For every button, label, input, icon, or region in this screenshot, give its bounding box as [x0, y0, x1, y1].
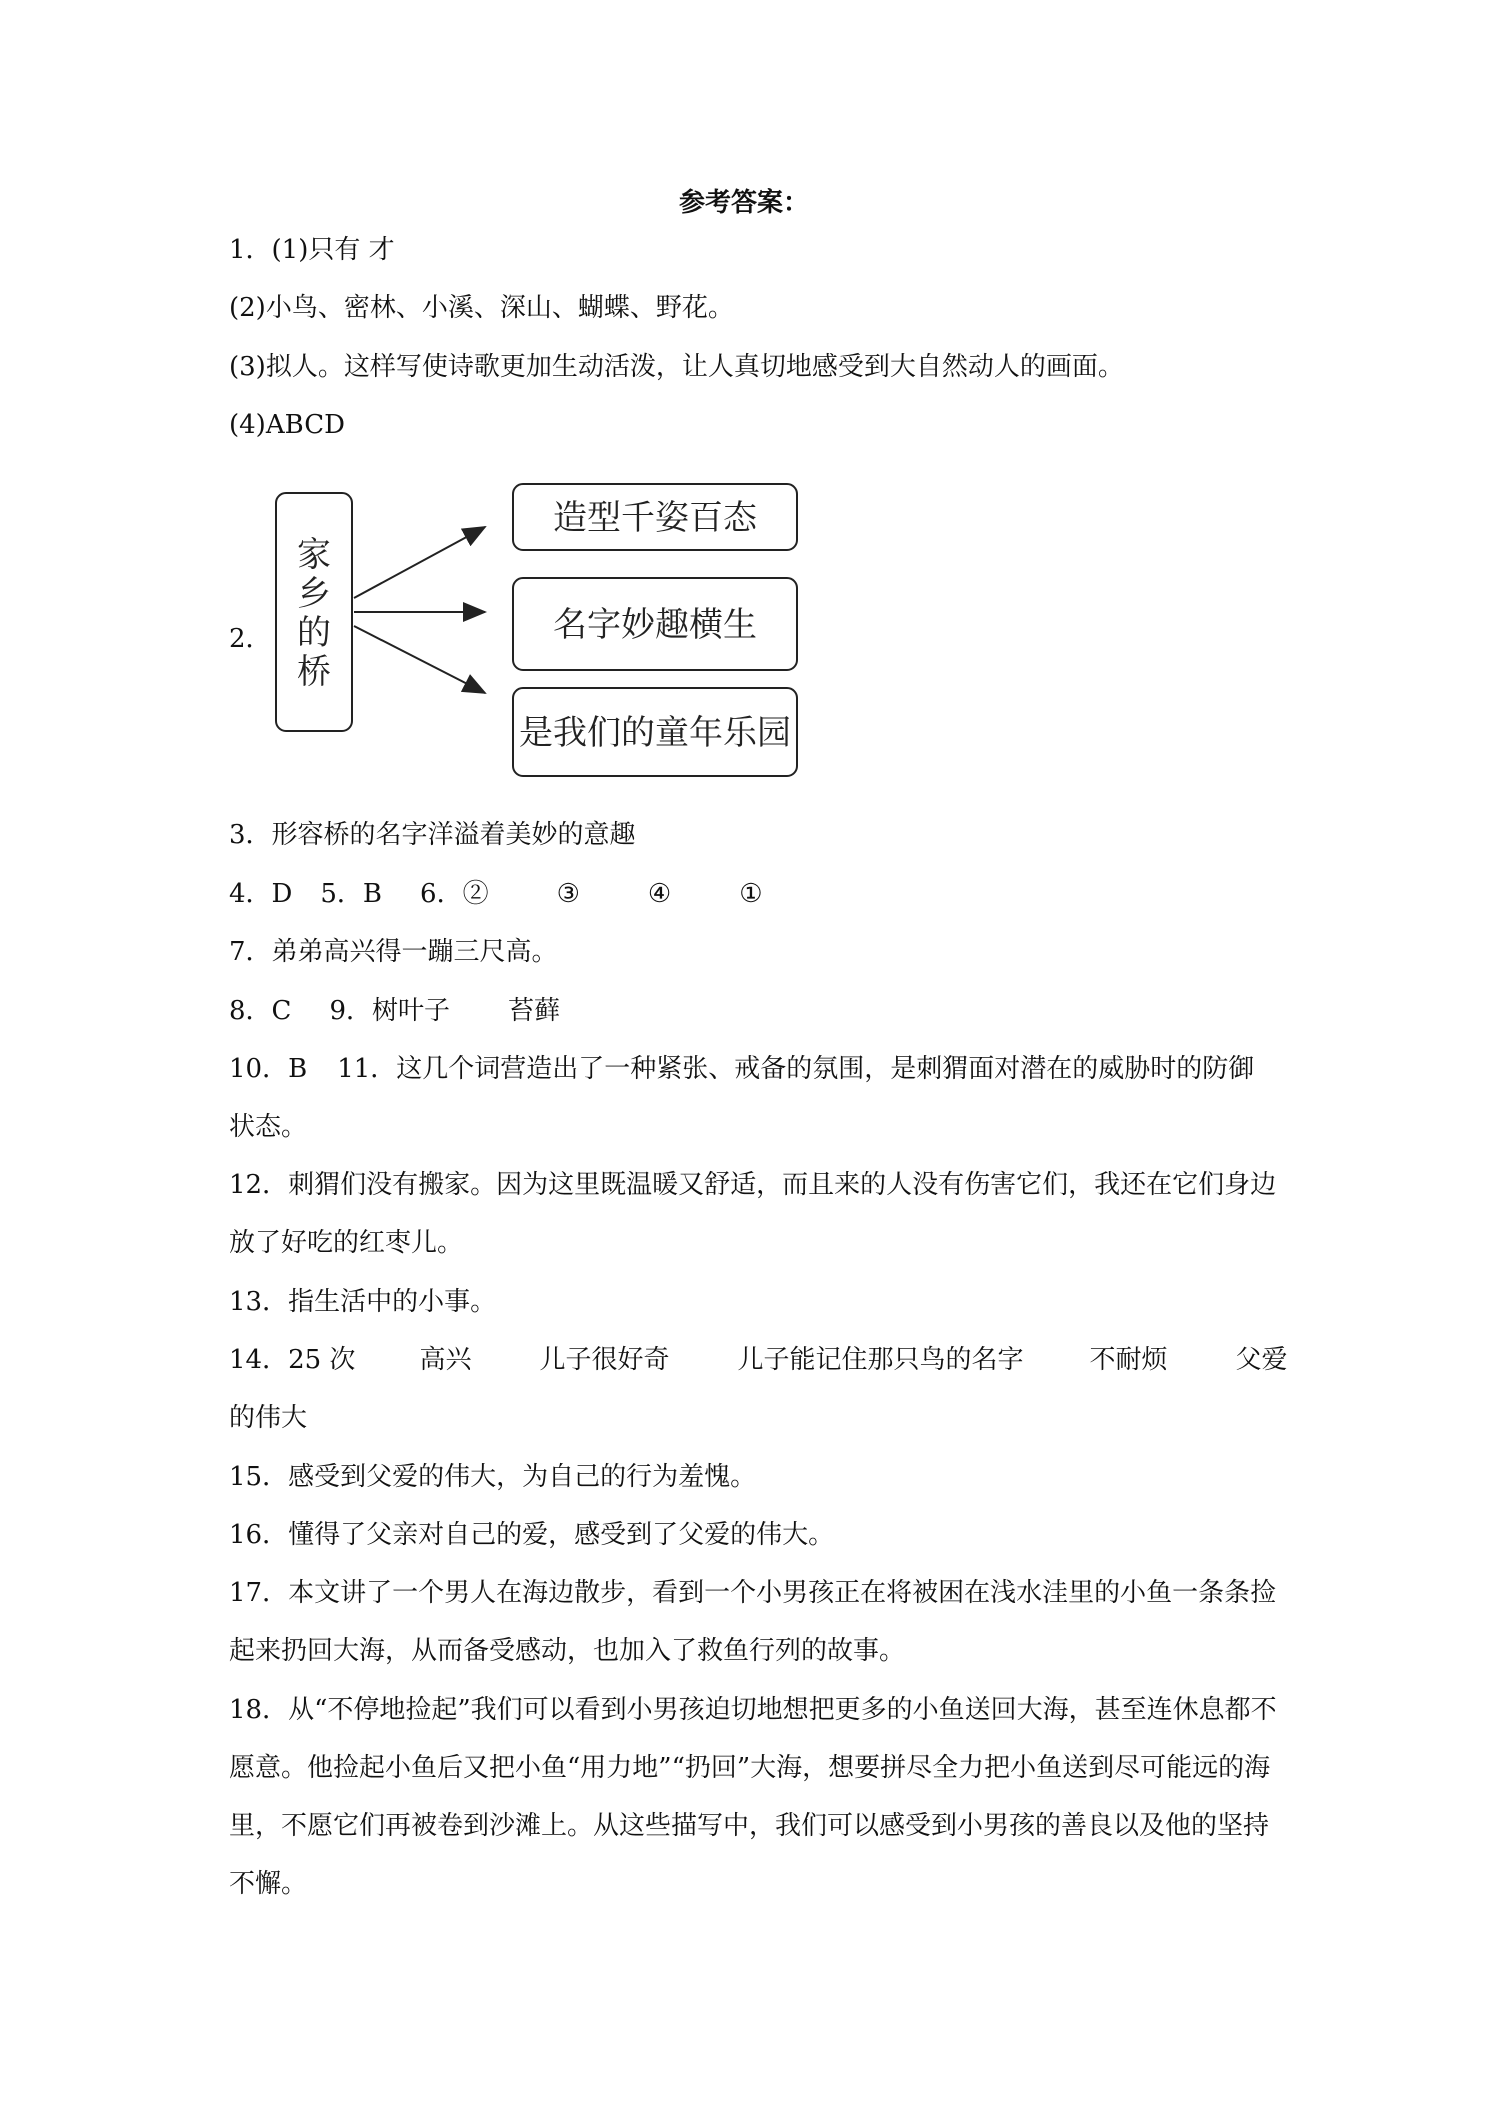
diagram-center-char-1: 家 — [297, 535, 331, 575]
answer-8: 8．C — [229, 996, 292, 1026]
diagram-box-2-text: 名字妙趣横生 — [553, 605, 757, 645]
answer-17-line-1: 17．本文讲了一个男人在海边散步，看到一个小男孩正在将被困在浅水洼里的小鱼一条条捡 — [229, 1578, 1277, 1608]
answer-6-b: ③ — [556, 879, 580, 909]
diagram-arrow-down — [354, 626, 485, 693]
answer-6-c: ④ — [647, 879, 672, 909]
answer-10-11-row — [229, 1052, 1254, 1086]
answer-4-6-row — [229, 877, 763, 911]
answer-5: 5．B — [320, 879, 383, 909]
diagram-arrow-up — [354, 527, 485, 598]
answer-4: 4．D — [229, 879, 293, 909]
answer-1-line-2: (2)小鸟、密林、小溪、深山、蝴蝶、野花。 — [229, 293, 734, 323]
answer-2-number: 2． — [229, 624, 272, 654]
answer-18-line-1: 18．从“不停地捡起”我们可以看到小男孩迫切地想把更多的小鱼送回大海，甚至连休息都不 — [229, 1695, 1277, 1725]
diagram-box-1-text: 造型千姿百态 — [553, 498, 757, 538]
answer-18-line-3: 里，不愿它们再被卷到沙滩上。从这些描写中，我们可以感受到小男孩的善良以及他的坚持 — [229, 1811, 1270, 1841]
diagram-center-char-2: 乡 — [297, 574, 331, 614]
answer-14-f: 父爱 — [1235, 1345, 1288, 1375]
answer-17-line-2: 起来扔回大海，从而备受感动，也加入了救鱼行列的故事。 — [229, 1636, 906, 1666]
diagram-center-char-4: 桥 — [297, 652, 331, 692]
answer-7: 7．弟弟高兴得一蹦三尺高。 — [229, 937, 558, 967]
answer-15: 15．感受到父爱的伟大，为自己的行为羞愧。 — [229, 1462, 757, 1492]
page-title: 参考答案： — [678, 188, 809, 218]
answer-1-line-1: 1．(1)只有 才 — [229, 235, 395, 265]
answer-14-a: 14．25 次 — [229, 1345, 356, 1375]
answer-11-line-2: 状态。 — [229, 1112, 308, 1142]
answer-6-d: ① — [739, 879, 763, 909]
answer-10: 10．B — [229, 1054, 308, 1084]
answer-14-line-2: 的伟大 — [229, 1403, 308, 1433]
answer-8-9-row — [229, 994, 560, 1028]
diagram-box-3-text: 是我们的童年乐园 — [519, 713, 791, 753]
answer-14-row — [229, 1343, 1288, 1377]
answer-14-d: 儿子能记住那只鸟的名字 — [737, 1345, 1024, 1375]
answer-14-b: 高兴 — [419, 1345, 472, 1375]
answer-9-b: 苔藓 — [507, 996, 560, 1026]
answer-14-c: 儿子很好奇 — [539, 1345, 670, 1375]
answer-16: 16．懂得了父亲对自己的爱，感受到了父爱的伟大。 — [229, 1520, 835, 1550]
answer-1-line-4: (4)ABCD — [229, 410, 345, 440]
diagram-center-char-3: 的 — [297, 613, 331, 653]
answer-6: 6．② — [420, 879, 489, 909]
answer-13: 13．指生活中的小事。 — [229, 1287, 497, 1317]
answer-12-line-2: 放了好吃的红枣儿。 — [229, 1228, 464, 1258]
answer-1-line-3: (3)拟人。这样写使诗歌更加生动活泼，让人真切地感受到大自然动人的画面。 — [229, 352, 1124, 382]
answer-14-e: 不耐烦 — [1089, 1345, 1168, 1375]
answer-9: 9．树叶子 — [329, 996, 450, 1026]
answer-3: 3．形容桥的名字洋溢着美妙的意趣 — [229, 820, 636, 850]
answer-11-line-1: 11．这几个词营造出了一种紧张、戒备的氛围，是刺猬面对潜在的威胁时的防御 — [337, 1054, 1255, 1084]
answer-18-line-4: 不懈。 — [229, 1869, 308, 1899]
answer-12-line-1: 12．刺猬们没有搬家。因为这里既温暖又舒适，而且来的人没有伤害它们，我还在它们身边 — [229, 1170, 1277, 1200]
answer-18-line-2: 愿意。他捡起小鱼后又把小鱼“用力地”“扔回”大海，想要拼尽全力把小鱼送到尽可能远的海 — [229, 1753, 1271, 1783]
